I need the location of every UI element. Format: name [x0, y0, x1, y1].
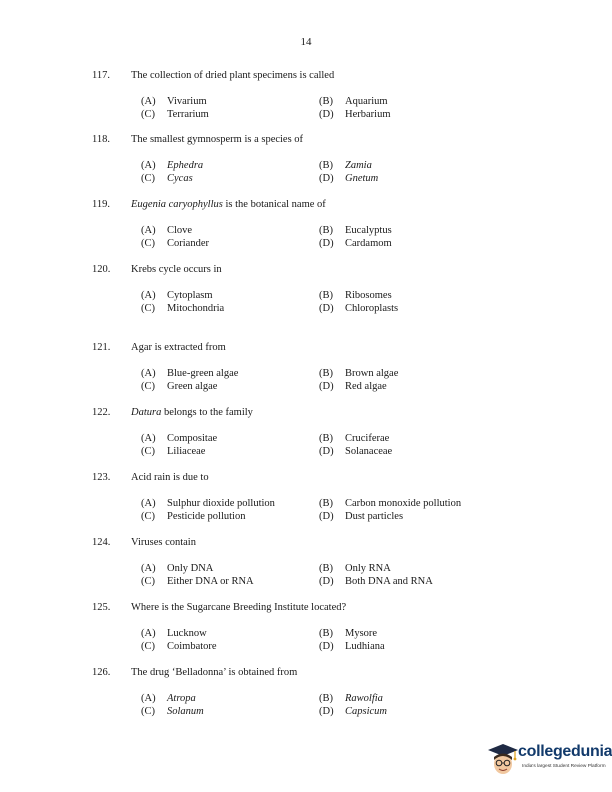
- question-number: 125.: [92, 602, 111, 613]
- option-c: (C) Coimbatore: [141, 641, 217, 652]
- option-c: (C) Liliaceae: [141, 446, 206, 457]
- option-d: (D) Red algae: [319, 381, 387, 392]
- option-a: (A) Vivarium: [141, 96, 207, 107]
- question-number: 124.: [92, 537, 111, 548]
- question-text: The smallest gymnosperm is a species of: [131, 134, 304, 145]
- question-text: The collection of dried plant specimens is called: [131, 70, 335, 81]
- option-d: (D) Chloroplasts: [319, 303, 399, 314]
- question-text: Agar is extracted from: [131, 342, 226, 353]
- option-c: (C) Coriander: [141, 238, 209, 249]
- question-number: 121.: [92, 342, 111, 353]
- option-c: (C) Pesticide pollution: [141, 511, 246, 522]
- question-text: Datura belongs to the family: [131, 407, 253, 418]
- option-a: (A) Clove: [141, 225, 193, 236]
- option-d: (D) Ludhiana: [319, 641, 385, 652]
- option-b: (B) Mysore: [319, 628, 378, 639]
- option-a: (A) Cytoplasm: [141, 290, 213, 301]
- option-c: (C) Green algae: [141, 381, 218, 392]
- question-number: 118.: [92, 134, 110, 145]
- option-d: (D) Gnetum: [319, 173, 379, 184]
- page-number: 14: [300, 36, 312, 48]
- question-number: 126.: [92, 667, 111, 678]
- logo-name: collegedunia: [518, 743, 612, 760]
- option-b: (B) Eucalyptus: [319, 225, 392, 236]
- question-text: Where is the Sugarcane Breeding Institute located?: [131, 602, 347, 613]
- option-c: (C) Solanum: [141, 706, 204, 717]
- option-b: (B) Rawolfia: [319, 693, 383, 704]
- logo-tagline: India's largest Student Review Platform: [522, 764, 606, 769]
- option-c: (C) Mitochondria: [141, 303, 225, 314]
- graduate-mascot-icon: [486, 740, 520, 780]
- option-a: (A) Compositae: [141, 433, 218, 444]
- question-number: 120.: [92, 264, 111, 275]
- option-d: (D) Solanaceae: [319, 446, 393, 457]
- option-d: (D) Cardamom: [319, 238, 392, 249]
- option-d: (D) Herbarium: [319, 109, 391, 120]
- option-c: (C) Cycas: [141, 173, 193, 184]
- option-a: (A) Atropa: [141, 693, 196, 704]
- option-d: (D) Dust particles: [319, 511, 404, 522]
- collegedunia-logo[interactable]: [486, 740, 612, 780]
- option-c: (C) Terrarium: [141, 109, 209, 120]
- option-b: (B) Only RNA: [319, 563, 391, 574]
- question-number: 122.: [92, 407, 111, 418]
- question-number: 117.: [92, 70, 110, 81]
- option-b: (B) Cruciferae: [319, 433, 390, 444]
- option-b: (B) Zamia: [319, 160, 372, 171]
- question-text: Acid rain is due to: [131, 472, 209, 483]
- question-text: The drug ‘Belladonna’ is obtained from: [131, 667, 298, 678]
- option-a: (A) Sulphur dioxide pollution: [141, 498, 275, 509]
- option-b: (B) Ribosomes: [319, 290, 392, 301]
- option-a: (A) Blue-green algae: [141, 368, 239, 379]
- option-b: (B) Carbon monoxide pollution: [319, 498, 462, 509]
- question-number: 123.: [92, 472, 111, 483]
- option-d: (D) Both DNA and RNA: [319, 576, 433, 587]
- question-text: Viruses contain: [131, 537, 196, 548]
- question-text: Krebs cycle occurs in: [131, 264, 222, 275]
- option-b: (B) Aquarium: [319, 96, 388, 107]
- question-text: Eugenia caryophyllus is the botanical name of: [131, 199, 326, 210]
- option-b: (B) Brown algae: [319, 368, 399, 379]
- option-a: (A) Lucknow: [141, 628, 207, 639]
- option-a: (A) Only DNA: [141, 563, 214, 574]
- option-d: (D) Capsicum: [319, 706, 387, 717]
- option-c: (C) Either DNA or RNA: [141, 576, 254, 587]
- option-a: (A) Ephedra: [141, 160, 204, 171]
- question-number: 119.: [92, 199, 110, 210]
